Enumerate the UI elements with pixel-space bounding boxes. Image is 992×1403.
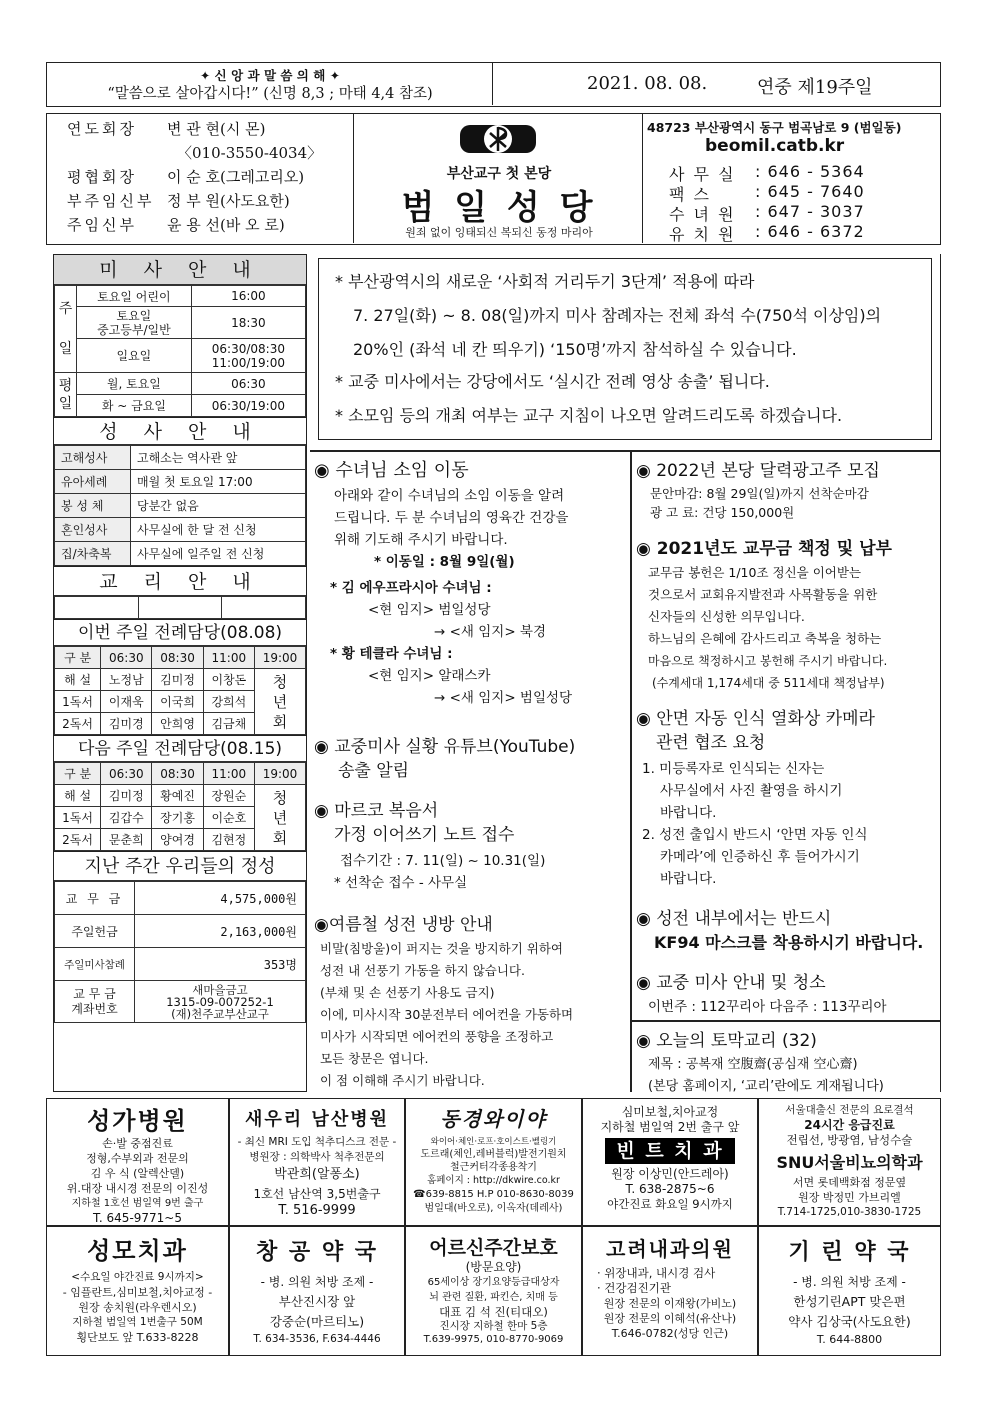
ad-line: <수요일 야간진료 9시까지> xyxy=(71,1271,204,1283)
ad-line: 횡단보도 앞 T.633-8228 xyxy=(76,1331,199,1344)
ad-line: 손·발 중점진료 xyxy=(102,1137,173,1150)
staff-role: 부주임신부 xyxy=(67,192,155,210)
notice-line: * 교중 미사에서는 강당에서도 ‘실시간 전례 영상 송출’ 됩니다. xyxy=(335,372,770,391)
text-line: 접수기간 : 7. 11(일) ~ 10.31(일) xyxy=(340,853,546,869)
ad-line: 박관희(알퐁소) xyxy=(274,1167,360,1182)
ad-title: SNU서울비뇨의학과 xyxy=(776,1153,923,1172)
address: 48723 부산광역시 동구 범곡남로 9 (범일동) xyxy=(647,120,902,135)
col-header: 08:30 xyxy=(152,647,203,669)
cell: 이국희 xyxy=(152,691,203,713)
ad-line: 지하철 1호선 범일역 9번 출구 xyxy=(71,1198,204,1209)
text-line: * 선착순 접수 - 사무실 xyxy=(334,875,468,891)
ad-line: 24시간 응급진료 xyxy=(804,1118,895,1132)
phone-number: : 646 - 6372 xyxy=(755,222,865,241)
text-line: 성전 내 선풍기 가동을 하지 않습니다. xyxy=(320,963,525,978)
ad-line: 야간진료 화요일 9시까지 xyxy=(607,1197,733,1211)
liturgy-next-week-title: 다음 주일 전례담당(08.15) xyxy=(54,735,306,762)
text-line: 바랍니다. xyxy=(660,805,717,821)
cell: 이창돈 xyxy=(203,669,254,691)
text-line: (수계세대 1,174세대 중 511세대 책정납부) xyxy=(652,676,885,690)
ad-line: 심미보철,치아교정 xyxy=(621,1105,719,1119)
text-line: 송출 알림 xyxy=(338,761,410,781)
sacrament-label: 고해성사 xyxy=(55,446,131,470)
text-line: 미사가 시작되면 에어컨의 풍향을 조정하고 xyxy=(320,1029,554,1044)
text-line: 비말(침방울)이 퍼지는 것을 방지하기 위하여 xyxy=(320,941,563,956)
cell: 김미정 xyxy=(152,669,203,691)
ad-elderly-daycare xyxy=(405,1226,582,1356)
ad-line: 대표 김 석 진(티대오) xyxy=(439,1305,548,1319)
staff-phone: 〈010-3550-4034〉 xyxy=(177,144,323,162)
section-title: ◉ 성전 내부에서는 반드시 xyxy=(636,909,832,929)
header-left xyxy=(47,63,493,105)
cell: 이재욱 xyxy=(101,691,152,713)
row-label: 해 설 xyxy=(55,669,101,691)
cell: 이순호 xyxy=(203,807,254,829)
text-line: 교무금 봉헌은 1/10조 정신을 이어받는 xyxy=(648,565,862,580)
cell: 김금채 xyxy=(203,713,254,735)
doctrine-table xyxy=(54,596,306,619)
right-box-divider xyxy=(630,1020,941,1022)
info-bar xyxy=(46,113,941,245)
row-label: 1독서 xyxy=(55,691,101,713)
sacrament-value: 고해소는 역사관 앞 xyxy=(131,446,306,470)
offering-value: 353명 xyxy=(135,948,306,981)
ad-line: ☎639-8815 H.P 010-8630-8039 xyxy=(413,1189,574,1200)
ad-phone: T. 638-2875~6 xyxy=(625,1182,715,1196)
staff-role: 연도회장 xyxy=(67,120,137,138)
sacrament-label: 집/차축복 xyxy=(55,542,131,566)
mass-cell: 월, 토요일 xyxy=(77,373,192,395)
ad-line: - 최신 MRI 도입 척추디스크 전문 - xyxy=(237,1136,397,1148)
sacrament-title: 성 사 안 내 xyxy=(54,417,306,445)
section-title: ◉ 마르코 복음서 xyxy=(314,801,439,821)
text-line: → <새 임지> 범일성당 xyxy=(434,690,573,706)
header-quote: “말씀으로 살아갑시다!” (신명 8,3 ; 마태 4,4 참조) xyxy=(107,86,433,102)
thermal-camera-section xyxy=(636,704,938,890)
col-header: 06:30 xyxy=(101,763,152,785)
text-line: <현 임지> 알래스카 xyxy=(368,668,491,684)
ad-changgong-pharmacy xyxy=(229,1226,405,1356)
text-line: 이에, 미사시작 30분전부터 에어컨을 가동하며 xyxy=(320,1007,574,1022)
mass-time: 06:30 xyxy=(191,373,305,395)
phone-number: : 645 - 7640 xyxy=(755,182,865,201)
doctrine-title: 교 리 안 내 xyxy=(54,566,306,596)
col-header: 19:00 xyxy=(254,647,305,669)
section-title: ◉여름철 성전 냉방 안내 xyxy=(314,915,493,935)
ad-saeuri-namsan-hospital xyxy=(229,1098,405,1226)
section-title: ◉ 안면 자동 인식 열화상 카메라 xyxy=(636,709,875,729)
ad-title: 어르신주간보호 xyxy=(429,1237,558,1259)
cell: 김갑수 xyxy=(101,807,152,829)
ad-line: 김 우 식 (알렉산델) xyxy=(90,1167,185,1180)
text-line: * 김 에우프라시아 수녀님 : xyxy=(330,580,492,596)
text-line: * 황 테클라 수녀님 : xyxy=(330,646,453,662)
text-line: 모든 창문은 엽니다. xyxy=(320,1051,429,1066)
section-title: ◉ 교중미사 실황 유튜브(YouTube) xyxy=(314,737,576,757)
calendar-ad-section xyxy=(636,456,938,522)
phone-label: 사 무 실 xyxy=(669,165,736,184)
col-header: 구 분 xyxy=(55,763,101,785)
staff-name: 변 관 현(시 몬) xyxy=(167,120,266,138)
parish-motto: 원죄 없이 잉태되신 복되신 동정 마리아 xyxy=(405,226,593,239)
col-header: 08:30 xyxy=(152,763,203,785)
ad-title: 고려내과의원 xyxy=(606,1237,734,1261)
phone-number: : 647 - 3037 xyxy=(755,202,865,221)
ad-line: 원장 박정민 가브리엘 xyxy=(798,1191,901,1204)
mark-gospel-section xyxy=(314,796,626,894)
cell: 김미경 xyxy=(101,713,152,735)
text-line: 문안마감: 8월 29일(일)까지 선착순마감 xyxy=(650,486,869,501)
text-line: 것으로서 교회유지발전과 사목활동을 위한 xyxy=(648,587,878,602)
text-line: 아래와 같이 수녀님의 소임 이동을 알려 xyxy=(334,488,565,504)
cell: 강희석 xyxy=(203,691,254,713)
text-line: 바랍니다. xyxy=(660,871,717,887)
ad-line: 원장 전문의 이재왕(가비노) xyxy=(603,1297,737,1310)
col-header: 19:00 xyxy=(254,763,305,785)
ad-line: T.639-9975, 010-8770-9069 xyxy=(423,1334,564,1345)
liturgy-this-week-title: 이번 주일 전례담당(08.08) xyxy=(54,619,306,646)
text-line: KF94 마스크를 착용하시기 바랍니다. xyxy=(654,933,924,952)
sacrament-value: 당분간 없음 xyxy=(131,494,306,518)
cell: 노정남 xyxy=(101,669,152,691)
youth-group: 청 년 회 xyxy=(254,669,305,735)
ad-line: 65세이상 장기요양등급대상자 xyxy=(427,1277,560,1288)
cell: 황예진 xyxy=(152,785,203,807)
staff-role: 주임신부 xyxy=(67,216,137,234)
cell: 문춘희 xyxy=(101,829,152,851)
ad-line: T. 644-8800 xyxy=(816,1333,883,1346)
website-link[interactable]: beomil.catb.kr xyxy=(705,136,845,156)
staff-name: 이 순 호(그레고리오) xyxy=(167,168,305,186)
staff-name: 정 부 원(사도요한) xyxy=(167,192,290,210)
sacrament-label: 혼인성사 xyxy=(55,518,131,542)
text-line: 광 고 료: 건당 150,000원 xyxy=(650,505,795,520)
ad-phone: T. 645-9771~5 xyxy=(93,1211,182,1225)
ad-line: - 병. 의원 처방 조제 - xyxy=(793,1275,906,1289)
ad-title: 성가병원 xyxy=(87,1107,188,1135)
ad-line: · 위장내과, 내시경 검사 xyxy=(597,1266,716,1280)
sacrament-label: 유아세례 xyxy=(55,470,131,494)
ad-line: · 건강검진기관 xyxy=(597,1281,671,1295)
ad-goryeo-clinic xyxy=(582,1226,758,1356)
mass-time: 18:30 xyxy=(191,307,305,339)
parish-name: 범 일 성 당 xyxy=(401,188,597,228)
offering-value: 4,575,000원 xyxy=(135,882,306,915)
text-line: 마음으로 책정하시고 봉헌해 주시기 바랍니다. xyxy=(648,654,888,668)
youtube-section xyxy=(314,732,630,782)
text-line: (본당 홈페이지, ‘교리’란에도 게재됩니다) xyxy=(648,1079,884,1094)
mask-section xyxy=(636,904,938,954)
row-label: 2독서 xyxy=(55,713,101,735)
header-date: 2021. 08. 08. xyxy=(587,73,708,94)
text-line: 드립니다. 두 분 수녀님의 영육간 건강을 xyxy=(334,510,569,526)
liturgy-next-week-table xyxy=(54,762,306,851)
parish-subtitle: 부산교구 첫 본당 xyxy=(446,166,552,182)
col-header: 06:30 xyxy=(101,647,152,669)
staff-name: 윤 용 선(바 오 로) xyxy=(167,216,285,234)
ad-seongmo-dental xyxy=(46,1226,229,1356)
phone-label: 팩 스 xyxy=(669,185,711,204)
ad-title: 동경와이야 xyxy=(440,1107,547,1131)
phone-number: : 646 - 5364 xyxy=(755,162,865,181)
ad-line: 약사 김상국(사도요한) xyxy=(788,1314,911,1329)
offering-label: 교 무 금 xyxy=(55,882,135,915)
ad-line: 원장 이상민(안드레아) xyxy=(611,1167,729,1181)
section-title: ◉ 교중 미사 안내 및 청소 xyxy=(636,973,826,993)
ad-line: 도르래(체인,레버블럭)발전기원치 xyxy=(420,1149,567,1160)
cell: 장기홍 xyxy=(152,807,203,829)
ad-line: 원장 송치원(라우렌시오) xyxy=(78,1301,197,1314)
text-line: 가정 이어쓰기 노트 접수 xyxy=(334,825,515,845)
header-subtitle: ✦ 신 앙 과 말 씀 의 해 ✦ xyxy=(199,68,341,83)
column-divider xyxy=(630,450,632,1092)
phone-label: 수 녀 원 xyxy=(669,205,736,224)
row-label: 2독서 xyxy=(55,829,101,851)
label-il2: 일 xyxy=(58,395,73,412)
sacrament-table xyxy=(54,445,306,566)
text-line: 제목 : 공복재 空腹齋(공심재 空心齋) xyxy=(648,1057,858,1072)
sacrament-value: 사무실에 일주일 전 신청 xyxy=(131,542,306,566)
ad-line: 지하철 범일역 1번출구 50M xyxy=(72,1316,203,1328)
row-divider xyxy=(310,450,941,452)
ad-line: 정형,수부외과 전문의 xyxy=(86,1152,189,1165)
notice-line: 20%인 (좌석 네 칸 띄우기) ‘150명’까지 참석하실 수 있습니다. xyxy=(353,340,797,359)
text-line: 사무실에서 사진 촬영을 하시기 xyxy=(660,783,843,799)
cell: 안희영 xyxy=(152,713,203,735)
cell: 장원순 xyxy=(203,785,254,807)
text-line: * 이동일 : 8월 9일(월) xyxy=(374,554,515,570)
liturgy-this-week-table xyxy=(54,646,306,735)
sisters-transfer-section xyxy=(314,456,626,709)
text-line: 이 점 이해해 주시기 바랍니다. xyxy=(320,1073,485,1088)
ad-line: 서면 롯데백화점 정문옆 xyxy=(792,1176,907,1189)
sacrament-label: 봉 성 체 xyxy=(55,494,131,518)
parish-logo-box xyxy=(353,114,643,243)
ad-dongkyung-wire xyxy=(405,1098,582,1226)
ad-phone: T. 516-9999 xyxy=(278,1203,356,1218)
ad-line: 원장 전문의 이혜석(유산나) xyxy=(603,1312,737,1325)
contribution-section xyxy=(636,534,938,694)
text-line: 위해 기도해 주시기 바랍니다. xyxy=(334,532,508,548)
text-line: <현 임지> 범일성당 xyxy=(368,602,491,618)
ad-title: 새우리 남산병원 xyxy=(245,1109,389,1130)
notice-box xyxy=(318,258,932,440)
ad-title: 기 린 약 국 xyxy=(788,1240,911,1265)
section-title: ◉ 2022년 본당 달력광고주 모집 xyxy=(636,461,880,481)
offering-label: 주일미사참례 xyxy=(55,948,135,981)
ad-line: (방문요양) xyxy=(465,1260,522,1274)
youth-group: 청 년 회 xyxy=(254,785,305,851)
text-line: 1. 미등록자로 인식되는 신자는 xyxy=(642,761,825,777)
col-header: 11:00 xyxy=(203,763,254,785)
ad-snu-urology xyxy=(758,1098,941,1226)
ad-line: 지하철 범일역 2번 출구 앞 xyxy=(600,1120,740,1134)
cell: 양여경 xyxy=(152,829,203,851)
ad-line: 철근커터각종용착기 xyxy=(450,1162,537,1173)
sacrament-value: 매월 첫 토요일 17:00 xyxy=(131,470,306,494)
section-title: ◉ 수녀님 소임 이동 xyxy=(314,460,469,481)
ad-line: 병원장 : 의학박사 척추전문의 xyxy=(249,1151,385,1163)
staff-role: 평협회장 xyxy=(67,168,137,186)
account-number: 새마을금고 1315-09-007252-1 (재)천주교부산교구 xyxy=(135,981,306,1023)
mass-table xyxy=(54,285,306,417)
cell: 김현정 xyxy=(203,829,254,851)
notice-line: * 부산광역시의 새로운 ‘사회적 거리두기 3단계’ 적용에 따라 xyxy=(335,272,755,291)
sacrament-value: 사무실에 한 달 전 신청 xyxy=(131,518,306,542)
mass-time: 06:30/19:00 xyxy=(191,395,305,417)
sidebar xyxy=(53,254,307,1092)
ad-line: - 병. 의원 처방 조제 - xyxy=(260,1275,374,1289)
ad-line: 와이어·체인·로프·호이스트·벨링기 xyxy=(430,1137,557,1147)
ad-line: - 임플란트,심미보철,치아교정 - xyxy=(62,1286,213,1299)
ad-line: 강중순(마르티노) xyxy=(269,1314,365,1329)
col-header: 11:00 xyxy=(203,647,254,669)
summer-cooling-section xyxy=(314,910,626,1092)
chi-rho-logo-icon xyxy=(458,119,538,159)
ad-line: 위.대장 내시경 전문의 이진성 xyxy=(66,1182,209,1195)
ad-title: 성모치과 xyxy=(87,1237,188,1265)
header-season: 연중 제19주일 xyxy=(757,77,873,98)
doctrine-snippet-section xyxy=(636,1026,938,1098)
ad-line: T.646-0782(성당 인근) xyxy=(611,1327,729,1340)
mass-title: 미 사 안 내 xyxy=(54,255,306,285)
header-bar xyxy=(46,62,941,107)
offering-label: 교 무 금 계좌번호 xyxy=(55,981,135,1023)
offering-table xyxy=(54,881,306,1023)
ad-phone: T.714-1725,010-3830-1725 xyxy=(777,1206,922,1218)
notice-line: 7. 27일(화) ~ 8. 08(일)까지 미사 참례자는 전체 좌석 수(750석 이상임)의 xyxy=(353,306,882,325)
mass-cell: 일요일 xyxy=(77,339,192,373)
text-line: 카메라’에 인증하신 후 들어가시기 xyxy=(660,849,860,865)
text-line: → <새 임지> 북경 xyxy=(434,624,547,640)
text-line: 하느님의 은혜에 감사드리고 축복을 청하는 xyxy=(648,631,882,646)
ad-line: 한성기린APT 맞은편 xyxy=(793,1294,906,1309)
ad-line: T. 634-3536, F.634-4446 xyxy=(253,1333,381,1345)
mass-cell: 토요일 중고등부/일반 xyxy=(77,307,192,339)
mass-time: 16:00 xyxy=(191,286,305,307)
label-ju: 주 xyxy=(58,301,73,317)
text-line: 신자들의 신성한 의무입니다. xyxy=(648,609,805,624)
text-line: (부채 및 손 선풍기 사용도 금지) xyxy=(320,985,495,1000)
ad-line: 1호선 남산역 3,5번출구 xyxy=(253,1187,381,1201)
row-label: 1독서 xyxy=(55,807,101,829)
cell: 김미정 xyxy=(101,785,152,807)
section-title: ◉ 2021년도 교무금 책정 및 납부 xyxy=(636,539,892,559)
mass-cell: 화 ~ 금요일 xyxy=(77,395,192,417)
text-line: 2. 성전 출입시 반드시 ‘안면 자동 인식 xyxy=(642,827,868,843)
col-header: 구 분 xyxy=(55,647,101,669)
staff-list xyxy=(67,118,357,238)
ad-bint-dental xyxy=(582,1098,758,1226)
mass-cleaning-section xyxy=(636,968,938,1018)
ad-line: 뇌 관련 질환, 파킨슨, 치매 등 xyxy=(429,1292,558,1303)
label-pyeong: 평 xyxy=(58,377,73,394)
ad-title: 빈 트 치 과 xyxy=(605,1138,735,1164)
notice-line: * 소모임 등의 개최 여부는 교구 지침이 나오면 알려드리도록 하겠습니다. xyxy=(335,406,843,425)
row-label: 해 설 xyxy=(55,785,101,807)
ad-line: 범일대(바오로), 이옥자(데레사) xyxy=(424,1203,563,1214)
ad-seongga-hospital xyxy=(46,1098,229,1226)
mass-time: 06:30/08:30 11:00/19:00 xyxy=(191,339,305,373)
ad-line: 부산진시장 앞 xyxy=(278,1294,356,1309)
label-il: 일 xyxy=(58,341,73,357)
phone-label: 유 치 원 xyxy=(669,225,736,244)
ad-line: 서울대출신 전문의 요로결석 xyxy=(785,1104,914,1116)
offering-value: 2,163,000원 xyxy=(135,915,306,948)
offering-title: 지난 주간 우리들의 정성 xyxy=(54,851,306,881)
ad-line: 전립선, 방광염, 남성수술 xyxy=(786,1133,913,1147)
offering-label: 주일헌금 xyxy=(55,915,135,948)
mass-cell: 토요일 어린이 xyxy=(77,286,192,307)
text-line: 관련 협조 요청 xyxy=(656,733,766,753)
ad-line: 홈페이지 : http://dkwire.co.kr xyxy=(427,1175,560,1186)
text-line: 이번주 : 112꾸리아 다음주 : 113꾸리아 xyxy=(648,999,887,1015)
ad-line: 진시장 지하철 한마 5층 xyxy=(439,1320,548,1332)
ad-title: 창 공 약 국 xyxy=(256,1240,378,1265)
section-title: ◉ 오늘의 토막교리 (32) xyxy=(636,1031,817,1051)
ad-girin-pharmacy xyxy=(758,1226,941,1356)
